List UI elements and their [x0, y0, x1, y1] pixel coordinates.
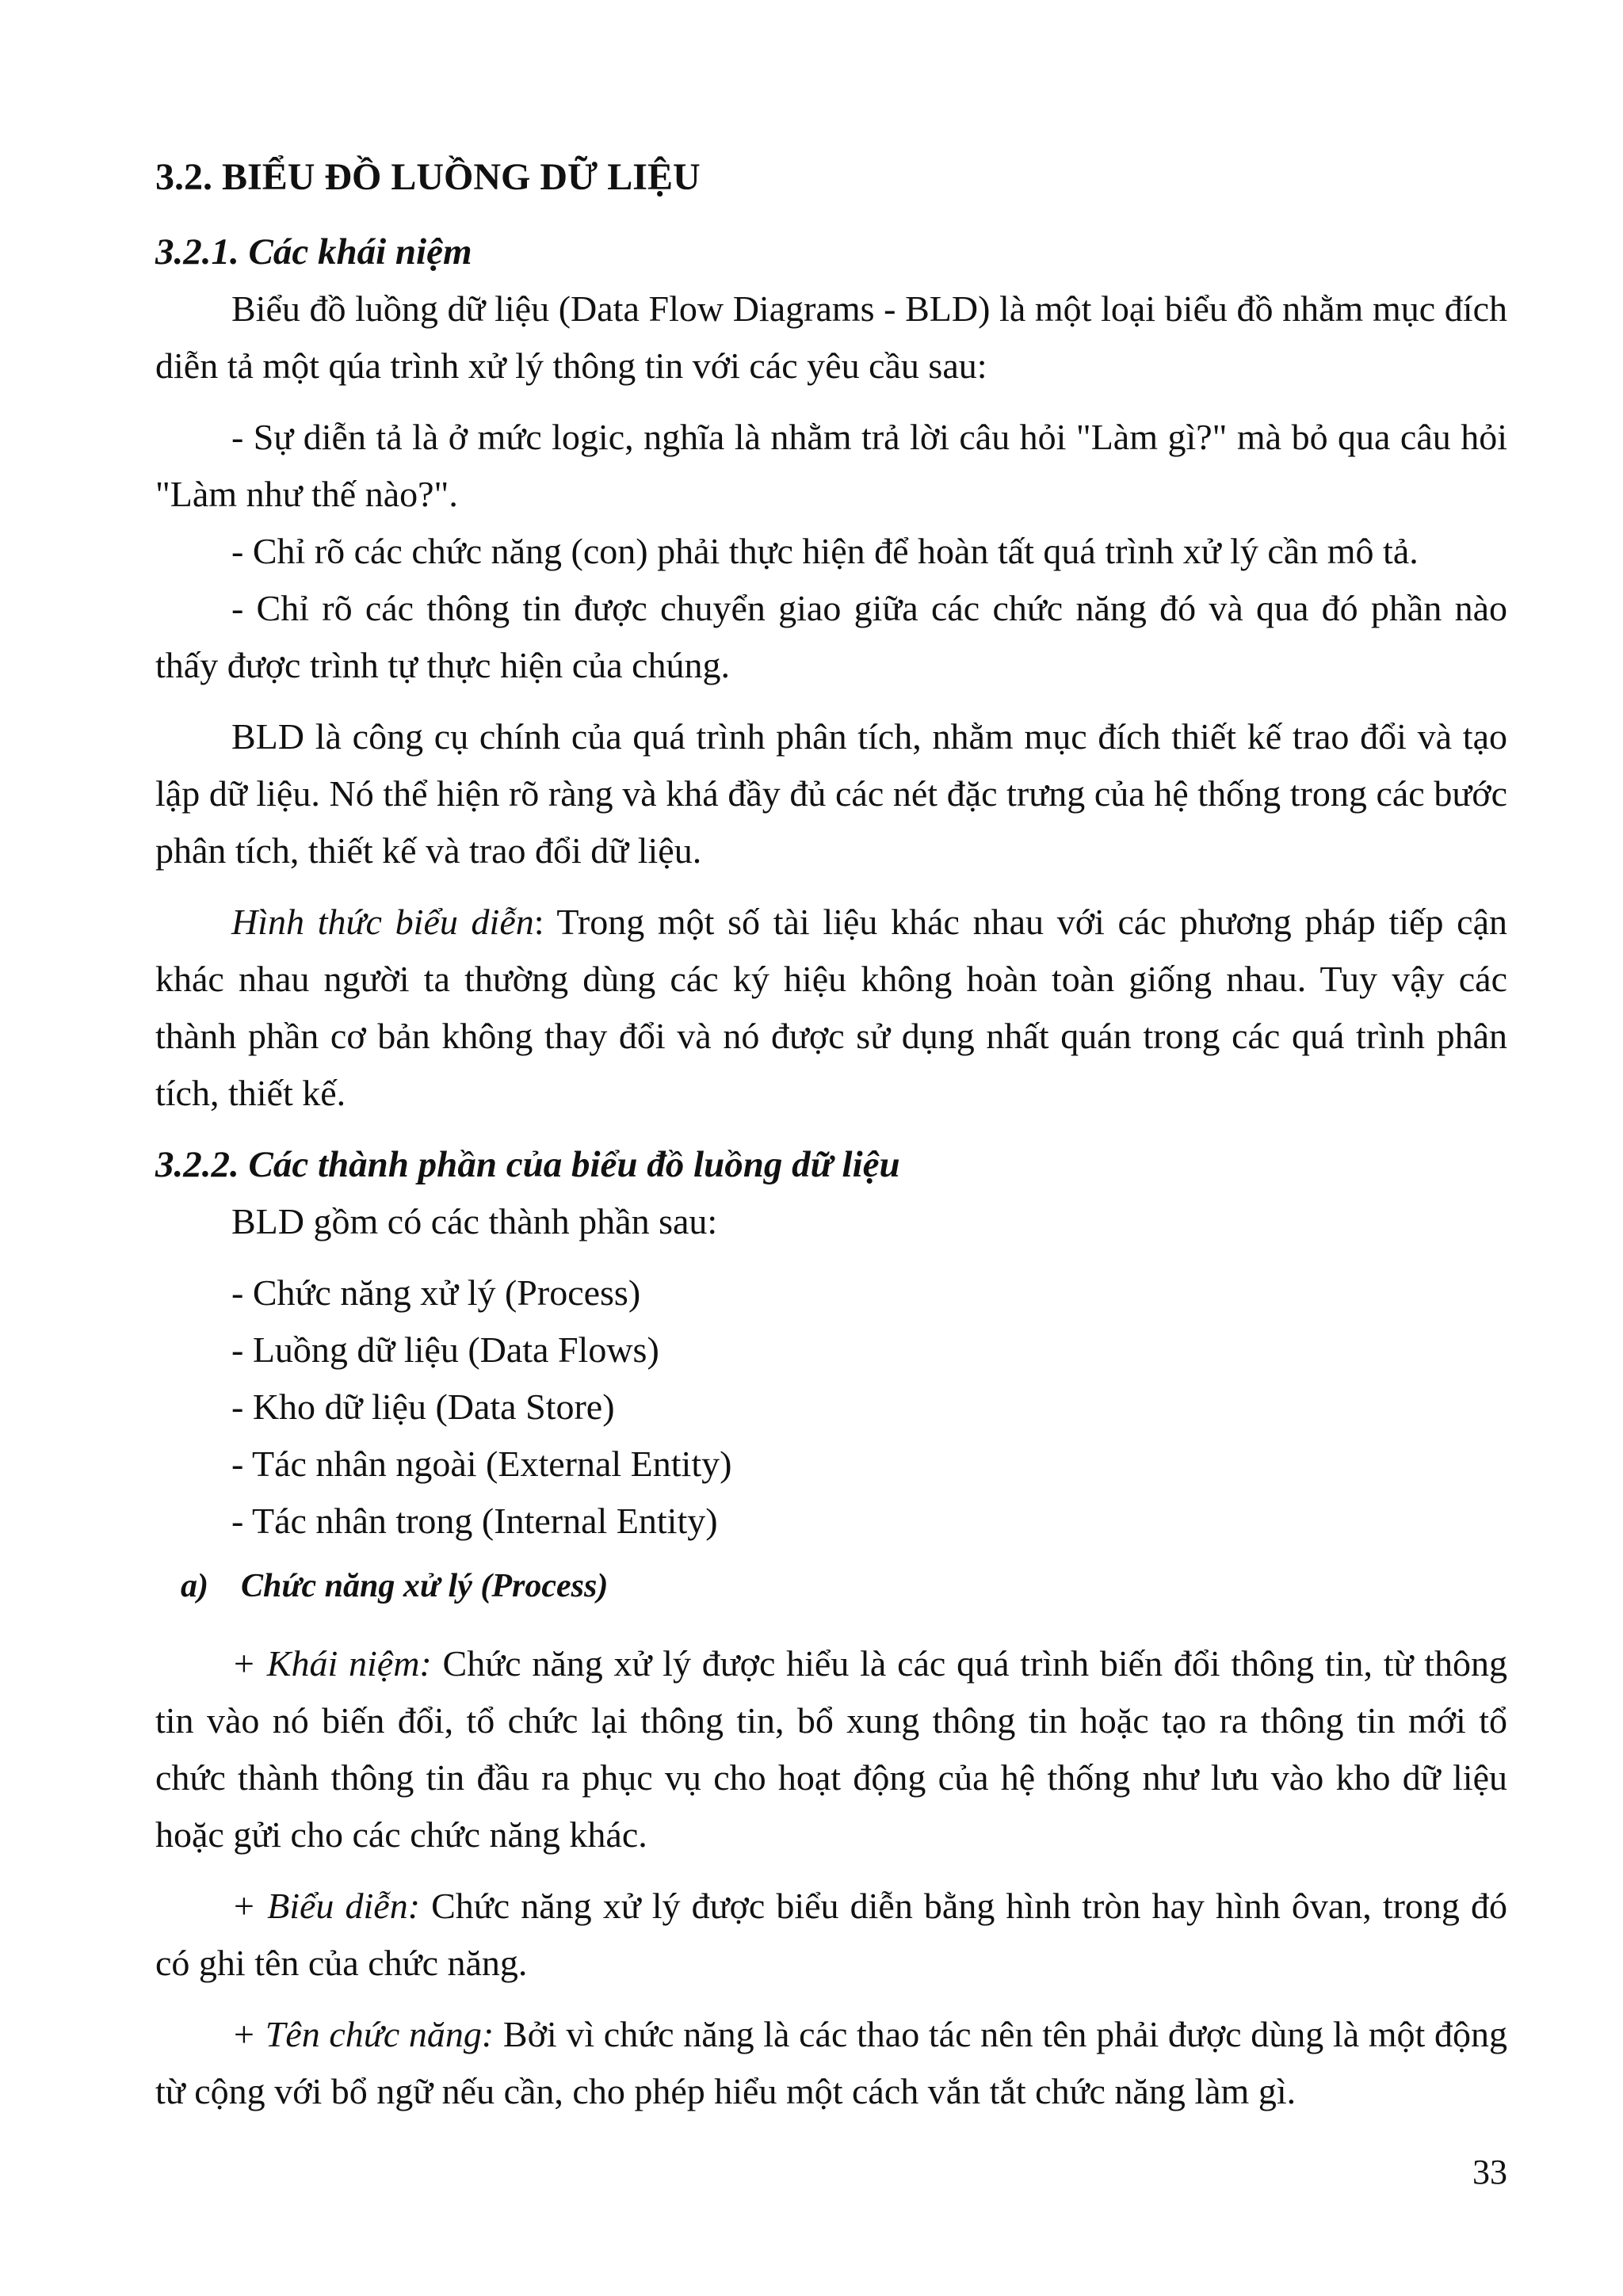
process-concept-text: Chức năng xử lý được hiểu là các quá trình biến đổi thông tin, từ thông tin vào nó biến đổi, tổ chức lại thông tin, bổ xung thông tin hoặc tạo ra thông tin mới tổ chức thành thông tin đầu ra phục vụ cho hoạt động của hệ thống như lưu vào kho dữ liệu hoặc gửi cho các chức năng khác. — [155, 1643, 1507, 1855]
process-name-text: Bởi vì chức năng là các thao tác nên tên phải được dùng là một động từ cộng với bổ ngữ nếu cần, cho phép hiểu một cách vắn tắt chức năng làm gì. — [155, 2014, 1507, 2111]
representation-form-label: Hình thức biểu diễn — [231, 902, 534, 942]
subsection-title: Chức năng xử lý (Process) — [241, 1568, 609, 1604]
representation-form-paragraph — [155, 894, 1507, 1122]
bld-tool-paragraph: BLD là công cụ chính của quá trình phân tích, nhằm mục đích thiết kế trao đổi và tạo lập dữ liệu. Nó thể hiện rõ ràng và khá đầy đủ các nét đặc trưng của hệ thống trong các bước phân tích, thiết kế và trao đổi dữ liệu. — [155, 716, 1507, 871]
process-concept-paragraph — [155, 1635, 1507, 1863]
page-number: 33 — [1472, 2153, 1507, 2191]
section-heading-components: 3.2.2. Các thành phần của biểu đồ luồng dữ liệu — [155, 1144, 900, 1185]
process-representation-text: Chức năng xử lý được biểu diễn bằng hình tròn hay hình ôvan, trong đó có ghi tên của chức năng. — [155, 1886, 1507, 1983]
requirement-information: - Chỉ rõ các thông tin được chuyển giao giữa các chức năng đó và qua đó phần nào thấy được trình tự thực hiện của chúng. — [155, 588, 1507, 685]
requirement-functions: - Chỉ rõ các chức năng (con) phải thực hiện để hoàn tất quá trình xử lý cần mô tả. — [231, 531, 1419, 571]
requirement-logic: - Sự diễn tả là ở mức logic, nghĩa là nhằm trả lời câu hỏi "Làm gì?" mà bỏ qua câu hỏi "Làm như thế nào?". — [155, 417, 1507, 514]
component-item-internal-entity: - Tác nhân trong (Internal Entity) — [231, 1501, 718, 1541]
subsection-marker: a) — [181, 1568, 208, 1604]
subsection-heading-process — [155, 1558, 1507, 1615]
process-name-paragraph — [155, 2006, 1507, 2120]
representation-form-text: : Trong một số tài liệu khác nhau với các phương pháp tiếp cận khác nhau người ta thường dùng các ký hiệu không hoàn toàn giống nhau. Tuy vậy các thành phần cơ bản không thay đổi và nó được sử dụng nhất quán trong các quá trình phân tích, thiết kế. — [155, 902, 1507, 1113]
document-page — [155, 149, 1507, 2120]
component-item-data-flows: - Luồng dữ liệu (Data Flows) — [231, 1329, 659, 1370]
component-item-external-entity: - Tác nhân ngoài (External Entity) — [231, 1444, 732, 1484]
section-heading-concepts: 3.2.1. Các khái niệm — [155, 231, 472, 273]
process-representation-label: + Biểu diễn: — [231, 1886, 421, 1926]
component-item-process: - Chức năng xử lý (Process) — [231, 1272, 641, 1313]
process-concept-label: + Khái niệm: — [231, 1643, 432, 1684]
main-heading: 3.2. BIỂU ĐỒ LUỒNG DỮ LIỆU — [155, 156, 701, 198]
process-name-label: + Tên chức năng: — [231, 2014, 495, 2054]
components-intro: BLD gồm có các thành phần sau: — [231, 1201, 718, 1241]
component-item-data-store: - Kho dữ liệu (Data Store) — [231, 1386, 615, 1427]
process-representation-paragraph — [155, 1878, 1507, 1992]
intro-paragraph: Biểu đồ luồng dữ liệu (Data Flow Diagrams - BLD) là một loại biểu đồ nhằm mục đích diễn tả một qúa trình xử lý thông tin với các yêu cầu sau: — [155, 288, 1507, 386]
